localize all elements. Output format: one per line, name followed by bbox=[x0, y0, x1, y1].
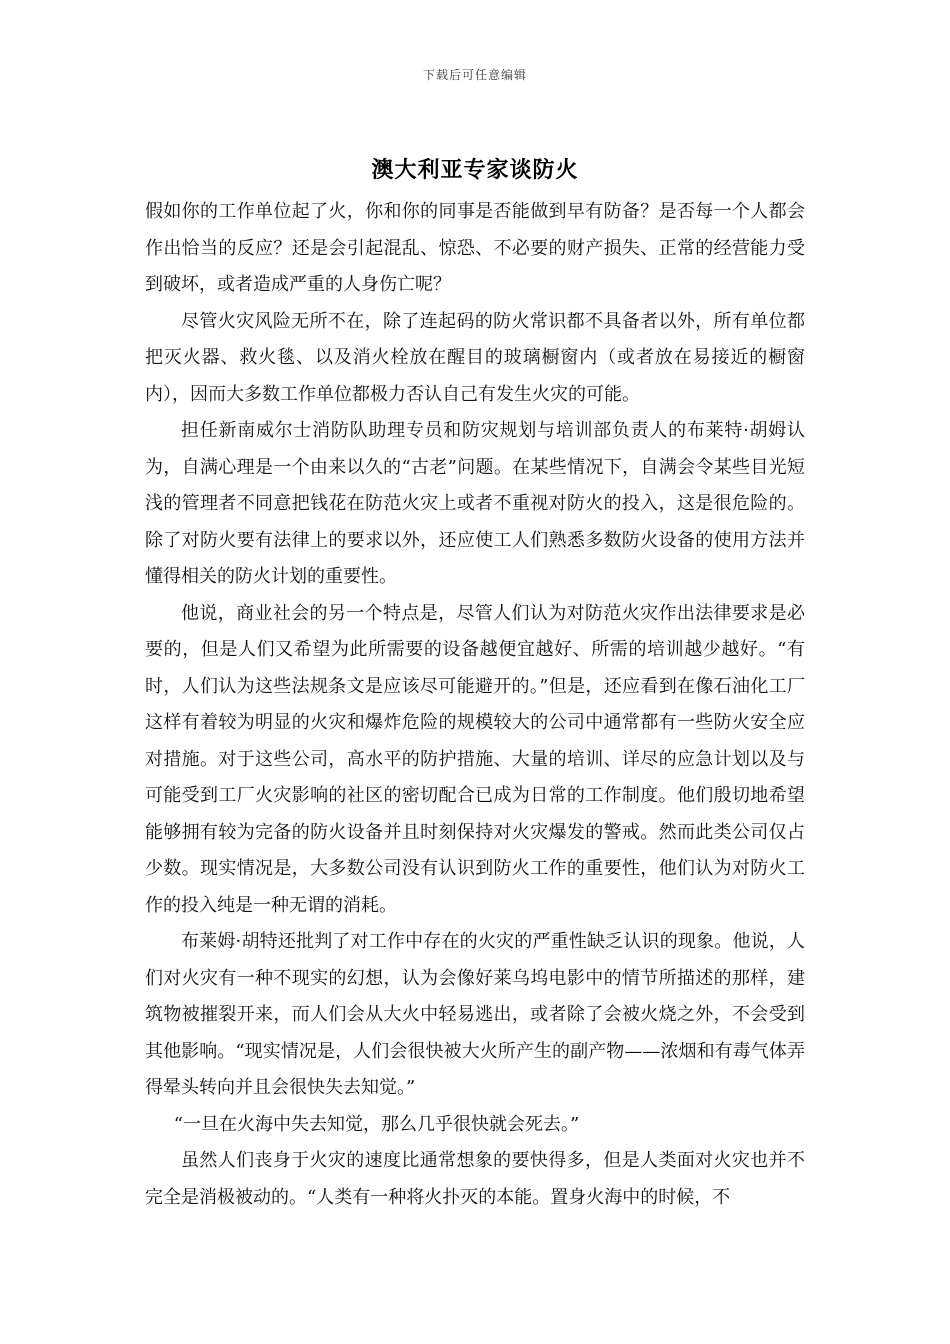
header-note: 下载后可任意编辑 bbox=[422, 68, 527, 82]
paragraph-1: 假如你的工作单位起了火，你和你的同事是否能做到早有防备？是否每一个人都会作出恰当的反应？还是会引起混乱、惊恐、不必要的财产损失、正常的经营能力受到破坏，或者造成严重的人身伤亡呢？ bbox=[145, 201, 805, 295]
paragraph-2: 尽管火灾风险无所不在，除了连起码的防火常识都不具备者以外，所有单位都把灭火器、救火毯、以及消火栓放在醒目的玻璃橱窗内（或者放在易接近的橱窗内），因而大多数工作单位都极力否认自己有发生火灾的可能。 bbox=[145, 310, 805, 405]
paragraph-7: 虽然人们丧身于火灾的速度比通常想象的要快得多，但是人类面对火灾也并不完全是消极被动的。“人类有一种将火扑灭的本能。置身火海中的时候，不 bbox=[145, 1150, 805, 1208]
document-body bbox=[145, 194, 805, 1216]
paragraph-3: 担任新南威尔士消防队助理专员和防灾规划与培训部负责人的布莱特·胡姆认为，自满心理是一个由来以久的“古老”问题。在某些情况下，自满会令某些目光短浅的管理者不同意把钱花在防范火灾上或者不重视对防火的投入，这是很危险的。除了对防火要有法律上的要求以外，还应使工人们熟悉多数防火设备的使用方法并懂得相关的防火计划的重要性。 bbox=[145, 420, 805, 587]
paragraph-4: 他说，商业社会的另一个特点是，尽管人们认为对防范火灾作出法律要求是必要的，但是人们又希望为此所需要的设备越便宜越好、所需的培训越少越好。“有时，人们认为这些法规条文是应该尽可能避开的。”但是，还应看到在像石油化工厂这样有着较为明显的火灾和爆炸危险的规模较大的公司中通常都有一些防火安全应对措施。对于这些公司，高水平的防护措施、大量的培训、详尽的应急计划以及与可能受到工厂火灾影响的社区的密切配合已成为日常的工作制度。他们殷切地希望能够拥有较为完备的防火设备并且时刻保持对火灾爆发的警戒。然而此类公司仅占少数。现实情况是，大多数公司没有认识到防火工作的重要性，他们认为对防火工作的投入纯是一种无谓的消耗。 bbox=[145, 602, 805, 916]
paragraph-6: “一旦在火海中失去知觉，那么几乎很快就会死去。” bbox=[173, 1113, 580, 1135]
document-title: 澳大利亚专家谈防火 bbox=[371, 157, 579, 183]
paragraph-5: 布莱姆·胡特还批判了对工作中存在的火灾的严重性缺乏认识的现象。他说，人们对火灾有一种不现实的幻想，认为会像好莱乌坞电影中的情节所描述的那样，建筑物被摧裂开来，而人们会从大火中轻易逃出，或者除了会被火烧之外，不会受到其他影响。“现实情况是，人们会很快被大火所产生的副产物——浓烟和有毒气体弄得晕头转向并且会很快失去知觉。” bbox=[145, 931, 805, 1098]
